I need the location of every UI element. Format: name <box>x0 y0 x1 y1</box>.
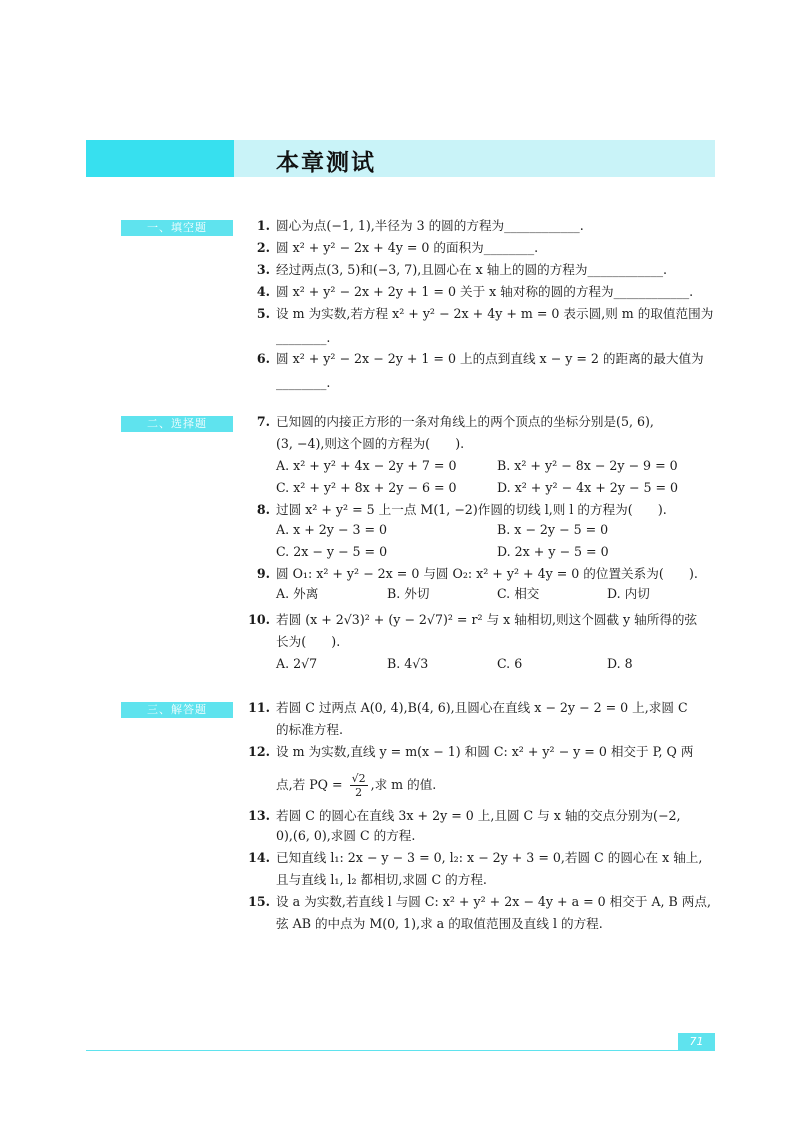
option-a: A. x + 2y − 3 = 0 <box>276 522 388 537</box>
question-number: 4. <box>256 284 270 299</box>
question-number: 7. <box>256 414 270 429</box>
question-text: 经过两点(3, 5)和(−3, 7),且圆心在 x 轴上的圆的方程为____________. <box>276 262 668 277</box>
question-text-cont <box>276 772 436 799</box>
fraction <box>350 772 368 799</box>
question-number: 3. <box>256 262 270 277</box>
question-text-cont: 的标准方程. <box>276 722 343 737</box>
question-text: 圆心为点(−1, 1),半径为 3 的圆的方程为____________. <box>276 218 584 233</box>
q12-text-before-fraction: 点,若 PQ = <box>276 777 347 792</box>
chapter-title: 本章测试 <box>276 150 376 176</box>
option-b: B. x − 2y − 5 = 0 <box>497 522 609 537</box>
option-b: B. 外切 <box>387 586 430 601</box>
question-text: 圆 x² + y² − 2x − 2y + 1 = 0 上的点到直线 x − y = 2 的距离的最大值为 <box>276 351 704 366</box>
section-tag-multiple-choice: 二、选择题 <box>121 416 233 432</box>
question-number: 8. <box>256 502 270 517</box>
question-text: 设 a 为实数,若直线 l 与圆 C: x² + y² + 2x − 4y + a = 0 相交于 A, B 两点, <box>276 894 711 909</box>
question-text: 已知直线 l₁: 2x − y − 3 = 0, l₂: x − 2y + 3 = 0,若圆 C 的圆心在 x 轴上, <box>276 850 703 865</box>
question-text: 若圆 C 过两点 A(0, 4),B(4, 6),且圆心在直线 x − 2y − 2 = 0 上,求圆 C <box>276 700 688 715</box>
question-text: 已知圆的内接正方形的一条对角线上的两个顶点的坐标分别是(5, 6), <box>276 414 654 429</box>
question-text: 圆 x² + y² − 2x + 4y = 0 的面积为________. <box>276 240 539 255</box>
header-accent-block <box>86 140 234 177</box>
question-number: 5. <box>256 306 270 321</box>
q12-text-after-fraction: ,求 m 的值. <box>370 777 437 792</box>
question-number: 12. <box>248 744 270 759</box>
question-number: 6. <box>256 351 270 366</box>
question-text: 圆 x² + y² − 2x + 2y + 1 = 0 关于 x 轴对称的圆的方程为____________. <box>276 284 694 299</box>
question-text-cont: ________. <box>276 330 331 345</box>
question-number: 10. <box>248 612 270 627</box>
section-tag-fill-in: 一、填空题 <box>121 220 233 236</box>
option-c: C. 6 <box>497 656 523 671</box>
question-text-cont: 0),(6, 0),求圆 C 的方程. <box>276 828 416 843</box>
question-text-cont: ________. <box>276 375 331 390</box>
question-text: 设 m 为实数,若方程 x² + y² − 2x + 4y + m = 0 表示圆,则 m 的取值范围为 <box>276 306 714 321</box>
question-text-cont: 且与直线 l₁, l₂ 都相切,求圆 C 的方程. <box>276 872 487 887</box>
section-tag-problems: 三、解答题 <box>121 702 233 718</box>
question-number: 1. <box>256 218 270 233</box>
question-text: 若圆 (x + 2√3)² + (y − 2√7)² = r² 与 x 轴相切,则这个圆截 y 轴所得的弦 <box>276 612 698 627</box>
footer-rule <box>86 1050 715 1051</box>
fraction-numerator: √2 <box>351 772 366 785</box>
question-number: 15. <box>248 894 270 909</box>
question-text-cont: 长为( ). <box>276 634 341 649</box>
option-a: A. 2√7 <box>276 656 318 671</box>
option-c: C. 相交 <box>497 586 540 601</box>
question-number: 9. <box>256 566 270 581</box>
question-text: 圆 O₁: x² + y² − 2x = 0 与圆 O₂: x² + y² + 4y = 0 的位置关系为( ). <box>276 566 698 581</box>
question-number: 2. <box>256 240 270 255</box>
page-number: 71 <box>678 1033 715 1050</box>
question-text-cont: (3, −4),则这个圆的方程为( ). <box>276 436 465 451</box>
option-d: D. x² + y² − 4x + 2y − 5 = 0 <box>497 480 679 495</box>
option-d: D. 2x + y − 5 = 0 <box>497 544 609 559</box>
question-number: 14. <box>248 850 270 865</box>
option-b: B. 4√3 <box>387 656 429 671</box>
question-number: 13. <box>248 808 270 823</box>
fraction-denominator: 2 <box>355 786 363 799</box>
option-b: B. x² + y² − 8x − 2y − 9 = 0 <box>497 458 678 473</box>
question-text: 设 m 为实数,直线 y = m(x − 1) 和圆 C: x² + y² − y = 0 相交于 P, Q 两 <box>276 744 694 759</box>
option-c: C. x² + y² + 8x + 2y − 6 = 0 <box>276 480 457 495</box>
option-a: A. x² + y² + 4x − 2y + 7 = 0 <box>276 458 457 473</box>
option-a: A. 外离 <box>276 586 319 601</box>
question-number: 11. <box>248 700 270 715</box>
question-text-cont: 弦 AB 的中点为 M(0, 1),求 a 的取值范围及直线 l 的方程. <box>276 916 603 931</box>
option-d: D. 8 <box>607 656 633 671</box>
option-d: D. 内切 <box>607 586 650 601</box>
option-c: C. 2x − y − 5 = 0 <box>276 544 388 559</box>
question-text: 若圆 C 的圆心在直线 3x + 2y = 0 上,且圆 C 与 x 轴的交点分别为(−2, <box>276 808 681 823</box>
question-text: 过圆 x² + y² = 5 上一点 M(1, −2)作圆的切线 l,则 l 的方程为( ). <box>276 502 667 517</box>
